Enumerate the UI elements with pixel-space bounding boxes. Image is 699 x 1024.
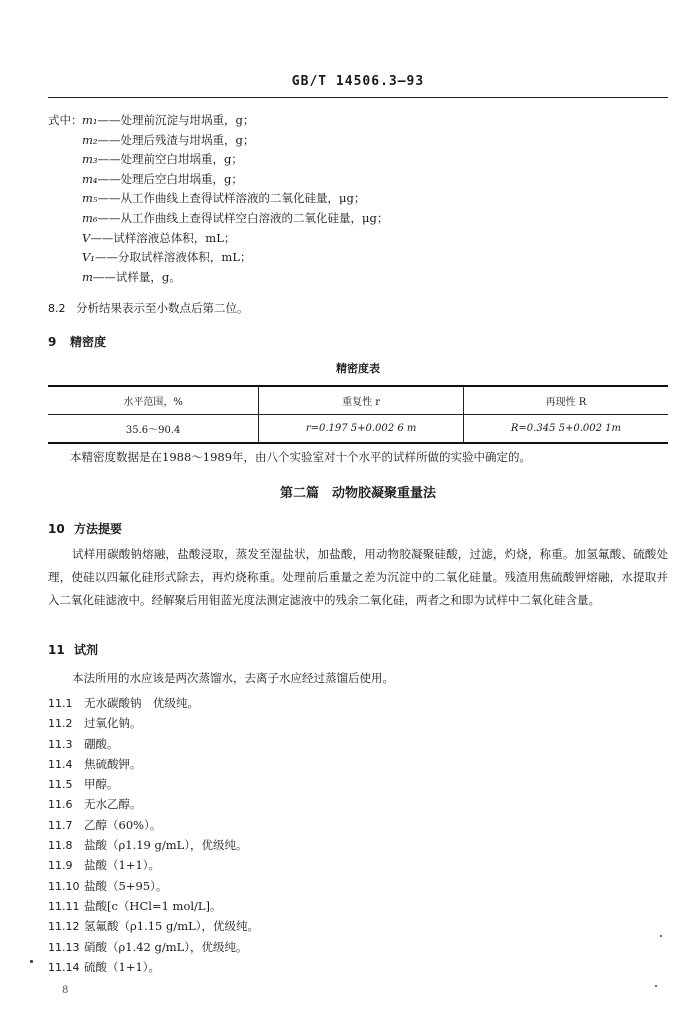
definition-row <box>48 170 668 190</box>
item-text: 硫酸（1+1）。 <box>84 959 161 974</box>
section-title: 方法提要 <box>74 522 123 536</box>
item-number: 11.13 <box>48 940 80 954</box>
item-number: 11.1 <box>48 697 73 710</box>
item-number: 11.5 <box>48 778 73 792</box>
table-cell: r=0.197 5+0.002 6 m <box>259 415 464 444</box>
section-11-intro: 本法所用的水应该是两次蒸馏水，去离子水应经过蒸馏后使用。 <box>72 671 394 685</box>
item-number: 11.14 <box>48 960 80 974</box>
item-number: 11.4 <box>48 757 73 771</box>
item-number: 11.12 <box>48 920 80 934</box>
list-item <box>48 794 668 814</box>
section-number: 11 <box>48 643 65 657</box>
definition-symbol: m₂ <box>82 132 98 147</box>
section-title: 精密度 <box>70 335 107 349</box>
item-text: 盐酸[c（HCl=1 mol/L]。 <box>84 898 222 913</box>
item-text: 盐酸（1+1）。 <box>84 858 161 873</box>
list-item <box>48 896 668 916</box>
list-item <box>48 835 668 855</box>
item-number: 11.7 <box>48 818 73 832</box>
item-text: 甲醇。 <box>84 777 119 792</box>
definition-row <box>48 248 668 268</box>
precision-note: 本精密度数据是在1988～1989年，由八个实验室对十个水平的试样所做的实验中确定的。 <box>70 450 532 464</box>
clause-8-2 <box>48 300 249 316</box>
table-header-cell: 再现性 R <box>463 386 668 415</box>
definition-row <box>48 268 668 288</box>
section-9-heading <box>48 333 106 350</box>
definition-text: ——处理前空白坩埚重，g； <box>97 152 243 167</box>
definition-text: ——试样量，g。 <box>92 269 181 284</box>
definition-symbol: V₁ <box>82 250 95 265</box>
list-item <box>48 815 668 835</box>
definition-intro: 式中： <box>48 113 83 127</box>
definition-row <box>48 189 668 209</box>
item-number: 11.9 <box>48 859 73 873</box>
page-header-standard-number: GB/T 14506.3—93 <box>291 74 425 89</box>
table-cell: R=0.345 5+0.002 1m <box>463 415 668 444</box>
definition-text: ——处理后残渣与坩埚重，g； <box>97 132 255 147</box>
item-number: 11.3 <box>48 737 73 751</box>
item-number: 11.10 <box>48 879 80 893</box>
definition-row <box>48 209 668 229</box>
table-caption: 精密度表 <box>336 362 380 375</box>
scan-speck <box>30 960 33 963</box>
item-number: 11.8 <box>48 839 73 853</box>
item-text: 无水碳酸钠 优级纯。 <box>84 696 199 710</box>
section-number: 10 <box>48 522 65 536</box>
clause-number: 8.2 <box>48 302 66 315</box>
item-text: 氢氟酸（ρ1.15 g/mL），优级纯。 <box>84 919 260 934</box>
definition-row <box>48 150 668 170</box>
paragraph: 试样用碳酸钠熔融，盐酸浸取，蒸发至湿盐状，加盐酸，用动物胶凝聚硅酸，过滤，灼烧，称重。加氢氟酸、硫酸处理，使硅以四氟化硅形式除去，再灼烧称重。处理前后重量之差为沉淀中的二氧化硅量。残渣用焦硫酸钾熔融，水提取并入二氧化硅滤液中。经解聚后用钼蓝光度法测定滤液中的残余二氧化硅，两者之和即为试样中二氧化硅含量。 <box>48 547 668 607</box>
list-item <box>48 916 668 936</box>
definition-text: ——处理前沉淀与坩埚重，g； <box>97 113 255 127</box>
scan-speck <box>660 935 662 937</box>
list-item <box>48 957 668 977</box>
header-rule <box>48 97 668 98</box>
definition-text: ——从工作曲线上查得试样溶液的二氧化硅量，μg； <box>97 191 366 206</box>
section-10-heading <box>48 520 122 537</box>
table-row <box>48 415 668 444</box>
definition-text: ——从工作曲线上查得试样空白溶液的二氧化硅量，μg； <box>97 210 389 225</box>
table-header-row <box>48 386 668 415</box>
list-item <box>48 855 668 875</box>
item-number: 11.6 <box>48 798 73 812</box>
definition-text: ——试样溶液总体积，mL； <box>90 230 236 245</box>
table-header-cell: 重复性 r <box>259 386 464 415</box>
variable-definitions <box>48 111 668 287</box>
definition-symbol: m₃ <box>82 152 98 167</box>
section-11-heading <box>48 641 98 658</box>
item-text: 盐酸（ρ1.19 g/mL），优级纯。 <box>84 838 248 853</box>
section-10-body <box>48 543 668 612</box>
clause-text: 分析结果表示至小数点后第二位。 <box>76 301 249 315</box>
item-number: 11.2 <box>48 717 73 731</box>
list-item <box>48 876 668 896</box>
table-cell: 35.6～90.4 <box>48 415 259 444</box>
item-text: 过氧化钠。 <box>84 716 142 731</box>
item-text: 盐酸（5+95）。 <box>84 878 168 893</box>
precision-table <box>48 385 668 444</box>
definition-symbol: V <box>82 230 91 245</box>
definition-text: ——处理后空白坩埚重，g； <box>97 171 243 186</box>
list-item <box>48 937 668 957</box>
list-item <box>48 754 668 774</box>
definition-symbol: m <box>82 269 93 284</box>
definition-row <box>48 131 668 151</box>
definition-row <box>48 111 668 131</box>
definition-symbol: m₄ <box>82 171 98 186</box>
definition-row <box>48 229 668 249</box>
section-title: 试剂 <box>74 643 99 657</box>
definition-symbol: m₆ <box>82 210 98 225</box>
section-number: 9 <box>48 335 57 349</box>
item-number: 11.11 <box>48 899 80 913</box>
list-item <box>48 713 668 733</box>
list-item <box>48 774 668 794</box>
definition-symbol: m₁ <box>82 113 98 127</box>
scan-speck <box>655 985 657 987</box>
item-text: 无水乙醇。 <box>84 797 142 812</box>
reagent-list <box>48 693 668 977</box>
page-number: 8 <box>62 985 69 996</box>
list-item <box>48 693 668 713</box>
part-two-title: 第二篇 动物胶凝聚重量法 <box>279 486 436 501</box>
item-text: 焦硫酸钾。 <box>84 756 142 771</box>
definition-symbol: m₅ <box>82 191 98 206</box>
list-item <box>48 734 668 754</box>
item-text: 硝酸（ρ1.42 g/mL），优级纯。 <box>84 939 248 954</box>
table-header-cell: 水平范围，% <box>48 386 259 415</box>
definition-text: ——分取试样溶液体积，mL； <box>94 250 252 265</box>
item-text: 硼酸。 <box>84 736 119 751</box>
item-text: 乙醇（60%）。 <box>84 817 162 832</box>
